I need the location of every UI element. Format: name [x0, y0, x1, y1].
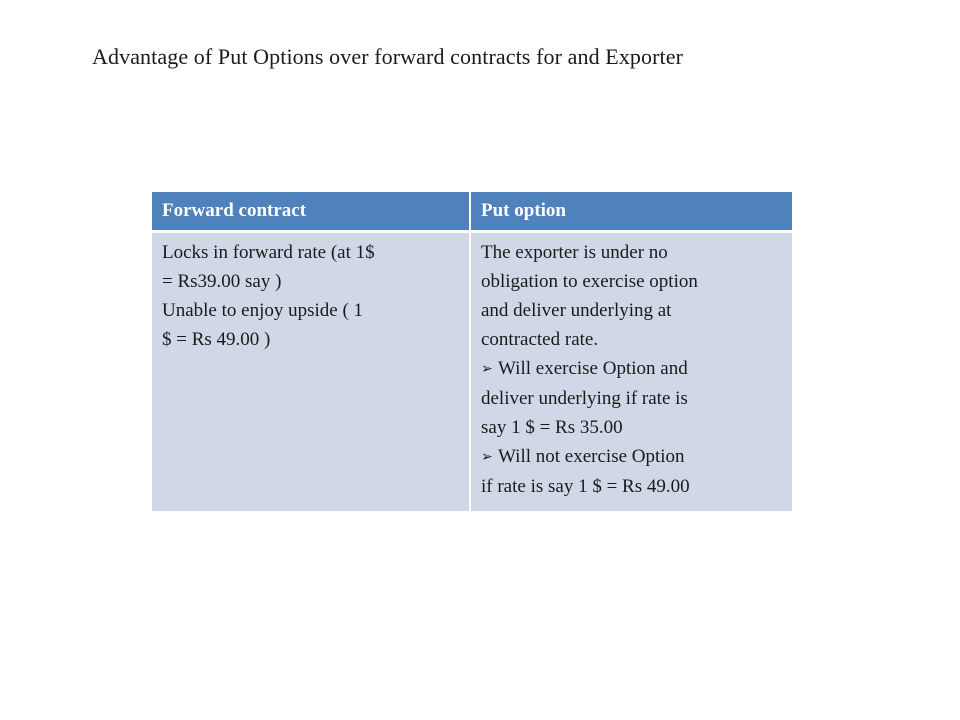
forward-contract-cell	[152, 232, 470, 512]
cell-text-line: = Rs39.00 say )	[162, 271, 282, 292]
cell-text-line: and deliver underlying at	[481, 300, 672, 321]
bullet-continuation: deliver underlying if rate is	[481, 388, 688, 409]
table-header-row	[152, 192, 792, 232]
header-forward-contract: Forward contract	[152, 192, 470, 232]
table-row	[152, 232, 792, 512]
header-put-option: Put option	[470, 192, 792, 232]
bullet-item	[481, 442, 782, 472]
arrow-bullet-icon: ➢	[481, 361, 493, 377]
cell-text-line: obligation to exercise option	[481, 271, 698, 292]
comparison-table	[152, 192, 792, 511]
bullet-continuation: if rate is say 1 $ = Rs 49.00	[481, 476, 690, 497]
cell-text-line: The exporter is under no	[481, 242, 668, 263]
arrow-bullet-icon: ➢	[481, 449, 493, 465]
bullet-text: Will not exercise Option	[498, 446, 685, 467]
bullet-item	[481, 354, 782, 384]
cell-text-line: Locks in forward rate (at 1$	[162, 242, 375, 263]
bullet-continuation: say 1 $ = Rs 35.00	[481, 417, 623, 438]
cell-text-line: Unable to enjoy upside ( 1	[162, 300, 364, 321]
bullet-text: Will exercise Option and	[498, 358, 688, 379]
page-title: Advantage of Put Options over forward contracts for and Exporter	[92, 44, 684, 69]
cell-text-line: $ = Rs 49.00 )	[162, 329, 271, 350]
cell-text-line: contracted rate.	[481, 329, 599, 350]
put-option-cell	[470, 232, 792, 512]
